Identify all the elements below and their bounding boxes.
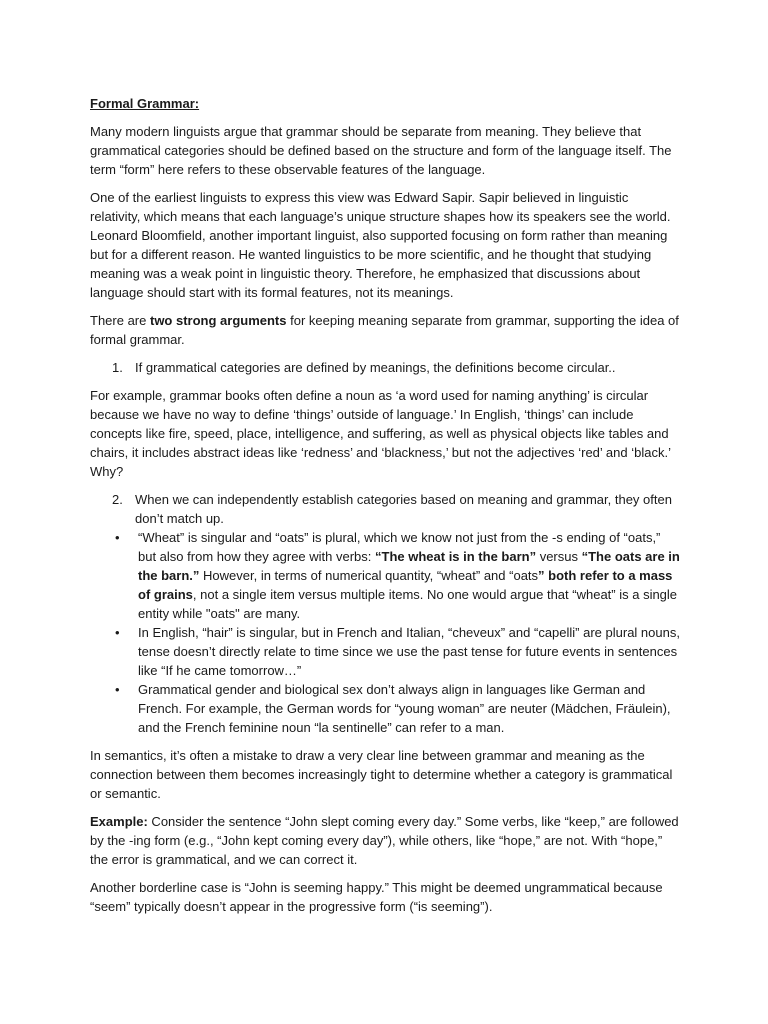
- text-span: versus: [536, 549, 582, 564]
- bullet-item-gender: [90, 680, 682, 737]
- list-item-text: When we can independently establish categories based on meaning and grammar, they often don’t match up.: [135, 492, 672, 526]
- document-page: [90, 94, 682, 925]
- bullet-item-hair: [90, 623, 682, 680]
- bullet-text: Grammatical gender and biological sex don’t always align in languages like German and French. For example, the German words for “young woman” are neuter (Mädchen, Fräulein), and the French feminine noun “la sentinelle” can refer to a man.: [138, 682, 671, 735]
- paragraph-intro: Many modern linguists argue that grammar should be separate from meaning. They believe that grammatical categories should be defined based on the structure and form of the language itself. The term “form” here refers to these observable features of the language.: [90, 124, 672, 177]
- list-number: 1.: [112, 360, 123, 375]
- paragraph-noun-example: For example, grammar books often define a noun as ‘a word used for naming anything’ is circular because we have no way to define ‘things’ outside of language.’ In English, ‘things’ can include concepts like fire, speed, place, intelligence, and suffering, as well as physical objects like tables and chairs, it includes abstract ideas like ‘redness’ and ‘blackness,’ but not the adjectives ‘red’ and ‘black.’ Why?: [90, 388, 671, 479]
- text-span: However, in terms of numerical quantity, “wheat” and “oats: [199, 568, 539, 583]
- numbered-item-1: [90, 358, 682, 377]
- text-span: Consider the sentence “John slept coming every day.” Some verbs, like “keep,” are followed by the -ing form (e.g., “John kept coming every day”), while others, like “hope,” are not. With “hope,” the error is grammatical, and we can correct it.: [90, 814, 679, 867]
- paragraph-example: [90, 812, 682, 869]
- paragraph-borderline: Another borderline case is “John is seeming happy.” This might be deemed ungrammatical because “seem” typically doesn’t appear in the progressive form (“is seeming”).: [90, 880, 663, 914]
- numbered-item-2: [90, 490, 682, 528]
- list-item-text: If grammatical categories are defined by meanings, the definitions become circular..: [135, 360, 616, 375]
- bullet-marker: •: [115, 530, 120, 545]
- paragraph-semantics: In semantics, it’s often a mistake to draw a very clear line between grammar and meaning as the connection between them becomes increasingly tight to determine whether a category is grammatical or semantic.: [90, 748, 673, 801]
- bold-text: “The wheat is in the barn”: [375, 549, 537, 564]
- section-heading: Formal Grammar:: [90, 96, 200, 111]
- bullet-item-wheat-oats: [90, 528, 682, 623]
- paragraph-two-arguments: [90, 311, 682, 349]
- bullet-text: In English, “hair” is singular, but in French and Italian, “cheveux” and “capelli” are plural nouns, tense doesn’t directly relate to time since we use the past tense for future events in sentences like “If he came tomorrow…”: [138, 625, 680, 678]
- bold-text: “The oats are in the barn.”: [138, 549, 680, 583]
- list-number: 2.: [112, 492, 123, 507]
- bold-text: ” both refer to a mass of grains: [138, 568, 673, 602]
- text-span: “Wheat” is singular and “oats” is plural, which we know not just from the -s ending of “oats,” but also from how they agree with verbs:: [138, 530, 661, 564]
- bullet-text: [138, 528, 682, 623]
- bullet-list: [90, 528, 682, 737]
- bold-text: two strong arguments: [149, 313, 287, 328]
- bullet-marker: •: [115, 682, 120, 697]
- bullet-marker: •: [115, 625, 120, 640]
- text-span: There are: [90, 313, 150, 328]
- paragraph-sapir-bloomfield: One of the earliest linguists to express this view was Edward Sapir. Sapir believed in linguistic relativity, which means that each language’s unique structure shapes how its speakers see the world. Leonard Bloomfield, another important linguist, also supported focusing on form rather than meaning but for a different reason. He wanted linguistics to be more scientific, and he thought that studying meaning was a weak point in linguistic theory. Therefore, he emphasized that discussions about language should start with its formal features, not its meanings.: [90, 190, 671, 300]
- text-span: for keeping meaning separate from grammar, supporting the idea of formal grammar.: [90, 313, 679, 347]
- example-label: Example:: [90, 814, 148, 829]
- text-span: , not a single item versus multiple items. No one would argue that “wheat” is a single entity while "oats" are many.: [138, 587, 678, 621]
